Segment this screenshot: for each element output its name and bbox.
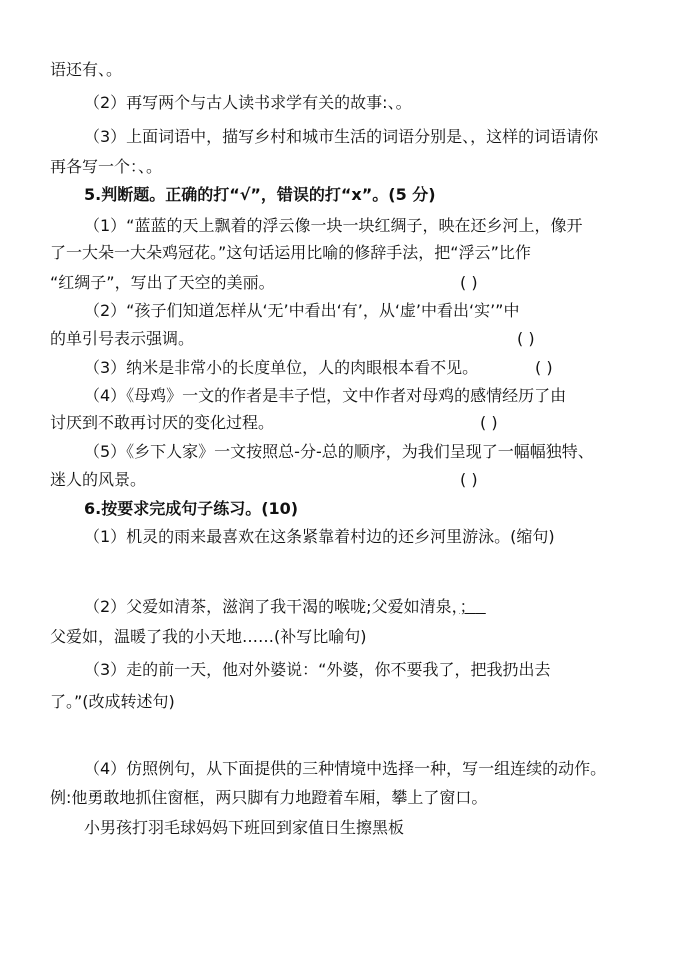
answer-paren[interactable]: ( )	[480, 413, 498, 432]
text-line: 父爱如，温暖了我的小天地……(补写比喻句)	[50, 627, 367, 646]
text-line: 迷人的风景。	[50, 470, 147, 489]
text-line: （2）再写两个与古人读书求学有关的故事:、。	[84, 93, 412, 112]
text-line: （3）上面词语中，描写乡村和城市生活的词语分别是、，这样的词语请你	[84, 127, 599, 146]
text-line: （2）“孩子们知道怎样从‘无’中看出‘有’，从‘虚’中看出‘实’”中	[84, 301, 520, 320]
text-line: （1）机灵的雨来最喜欢在这条紧靠着村边的还乡河里游泳。(缩句)	[84, 527, 555, 546]
text-line	[84, 596, 688, 618]
text-line: 的单引号表示强调。	[50, 329, 195, 348]
text-line: （3）纳米是非常小的长度单位，人的肉眼根本看不见。	[84, 358, 479, 377]
text-line: 例:他勇敢地抓住窗框，两只脚有力地蹬着车厢，攀上了窗口。	[50, 788, 488, 807]
answer-blank[interactable]: ；	[459, 597, 476, 616]
text-line: （1）“蓝蓝的天上飘着的浮云像一块一块红绸子，映在还乡河上，像开	[84, 216, 583, 235]
text-line: 再各写一个：、。	[50, 157, 163, 176]
answer-paren[interactable]: ( )	[535, 358, 553, 377]
answer-blank-underline	[476, 597, 486, 616]
text-line: 了。”(改成转述句)	[50, 692, 175, 711]
text-segment: （2）父爱如清茶，滋润了我干渴的喉咙;父爱如清泉，	[84, 597, 460, 616]
text-line: 语还有、。	[50, 60, 123, 79]
text-line: 了一大朵一大朵鸡冠花。”这句话运用比喻的修辞手法，把“浮云”比作	[50, 243, 531, 262]
answer-paren[interactable]: ( )	[460, 273, 478, 292]
text-line: 小男孩打羽毛球妈妈下班回到家值日生擦黑板	[84, 818, 405, 837]
text-line: （5）《乡下人家》一文按照总-分-总的顺序，为我们呈现了一幅幅独特、	[84, 442, 594, 461]
answer-paren[interactable]: ( )	[460, 470, 478, 489]
text-line: （3）走的前一天，他对外婆说：“外婆，你不要我了，把我扔出去	[84, 660, 551, 679]
text-line: （4）《母鸡》一文的作者是丰子恺，文中作者对母鸡的感情经历了由	[84, 386, 567, 405]
answer-paren[interactable]: ( )	[517, 329, 535, 348]
text-line: （4）仿照例句，从下面提供的三种情境中选择一种，写一组连续的动作。	[84, 759, 607, 778]
section-heading: 5.判断题。正确的打“√”，错误的打“x”。(5 分)	[84, 185, 436, 204]
section-heading: 6.按要求完成句子练习。(10)	[84, 499, 299, 518]
text-line: “红绸子”，写出了天空的美丽。	[50, 273, 275, 292]
text-line: 讨厌到不敢再讨厌的变化过程。	[50, 413, 275, 432]
